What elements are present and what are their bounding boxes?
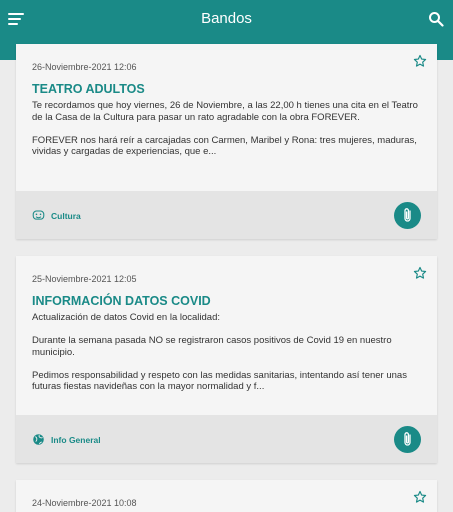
page-title: Bandos [201, 10, 252, 27]
card-title: INFORMACIÓN DATOS COVID [32, 294, 211, 308]
category-label: Info General [51, 434, 101, 445]
news-card[interactable] [16, 480, 437, 512]
card-date: 24-Noviembre-2021 10:08 [32, 498, 137, 508]
card-paragraph: Durante la semana pasada NO se registraron casos positivos de Covid 19 en nuestro municipio. [32, 335, 392, 358]
news-card[interactable] [16, 44, 437, 239]
card-footer [16, 191, 437, 239]
category-label: Cultura [51, 210, 81, 221]
card-text [32, 100, 421, 158]
star-icon[interactable] [413, 266, 427, 280]
paperclip-icon [400, 431, 415, 448]
star-icon[interactable] [413, 54, 427, 68]
theater-masks-icon [32, 209, 45, 222]
card-footer [16, 415, 437, 463]
card-paragraph: Pedimos responsabilidad y respeto con las medidas sanitarias, intentando así tener unas futuras fiestas navideñas con la mayor normalidad y f... [32, 369, 407, 392]
attachment-button[interactable] [394, 426, 421, 453]
search-icon[interactable] [428, 11, 444, 27]
category-tag[interactable] [32, 433, 101, 446]
card-title: TEATRO ADULTOS [32, 82, 145, 96]
attachment-button[interactable] [394, 202, 421, 229]
card-paragraph: FOREVER nos hará reír a carcajadas con Carmen, Maribel y Rona: tres mujeres, maduras, vividas y cargadas de experiencias, que e... [32, 134, 417, 157]
news-card[interactable] [16, 256, 437, 463]
card-date: 26-Noviembre-2021 12:06 [32, 62, 137, 72]
card-date: 25-Noviembre-2021 12:05 [32, 274, 137, 284]
globe-icon [32, 433, 45, 446]
card-text [32, 312, 421, 393]
paperclip-icon [400, 207, 415, 224]
star-icon[interactable] [413, 490, 427, 504]
card-paragraph: Te recordamos que hoy viernes, 26 de Noviembre, a las 22,00 h tienes una cita en el Teatro de la Casa de la Cultura para pasar un rato agradable con la obra FOREVER. [32, 100, 418, 123]
card-paragraph: Actualización de datos Covid en la localidad: [32, 312, 221, 323]
category-tag[interactable] [32, 209, 81, 222]
